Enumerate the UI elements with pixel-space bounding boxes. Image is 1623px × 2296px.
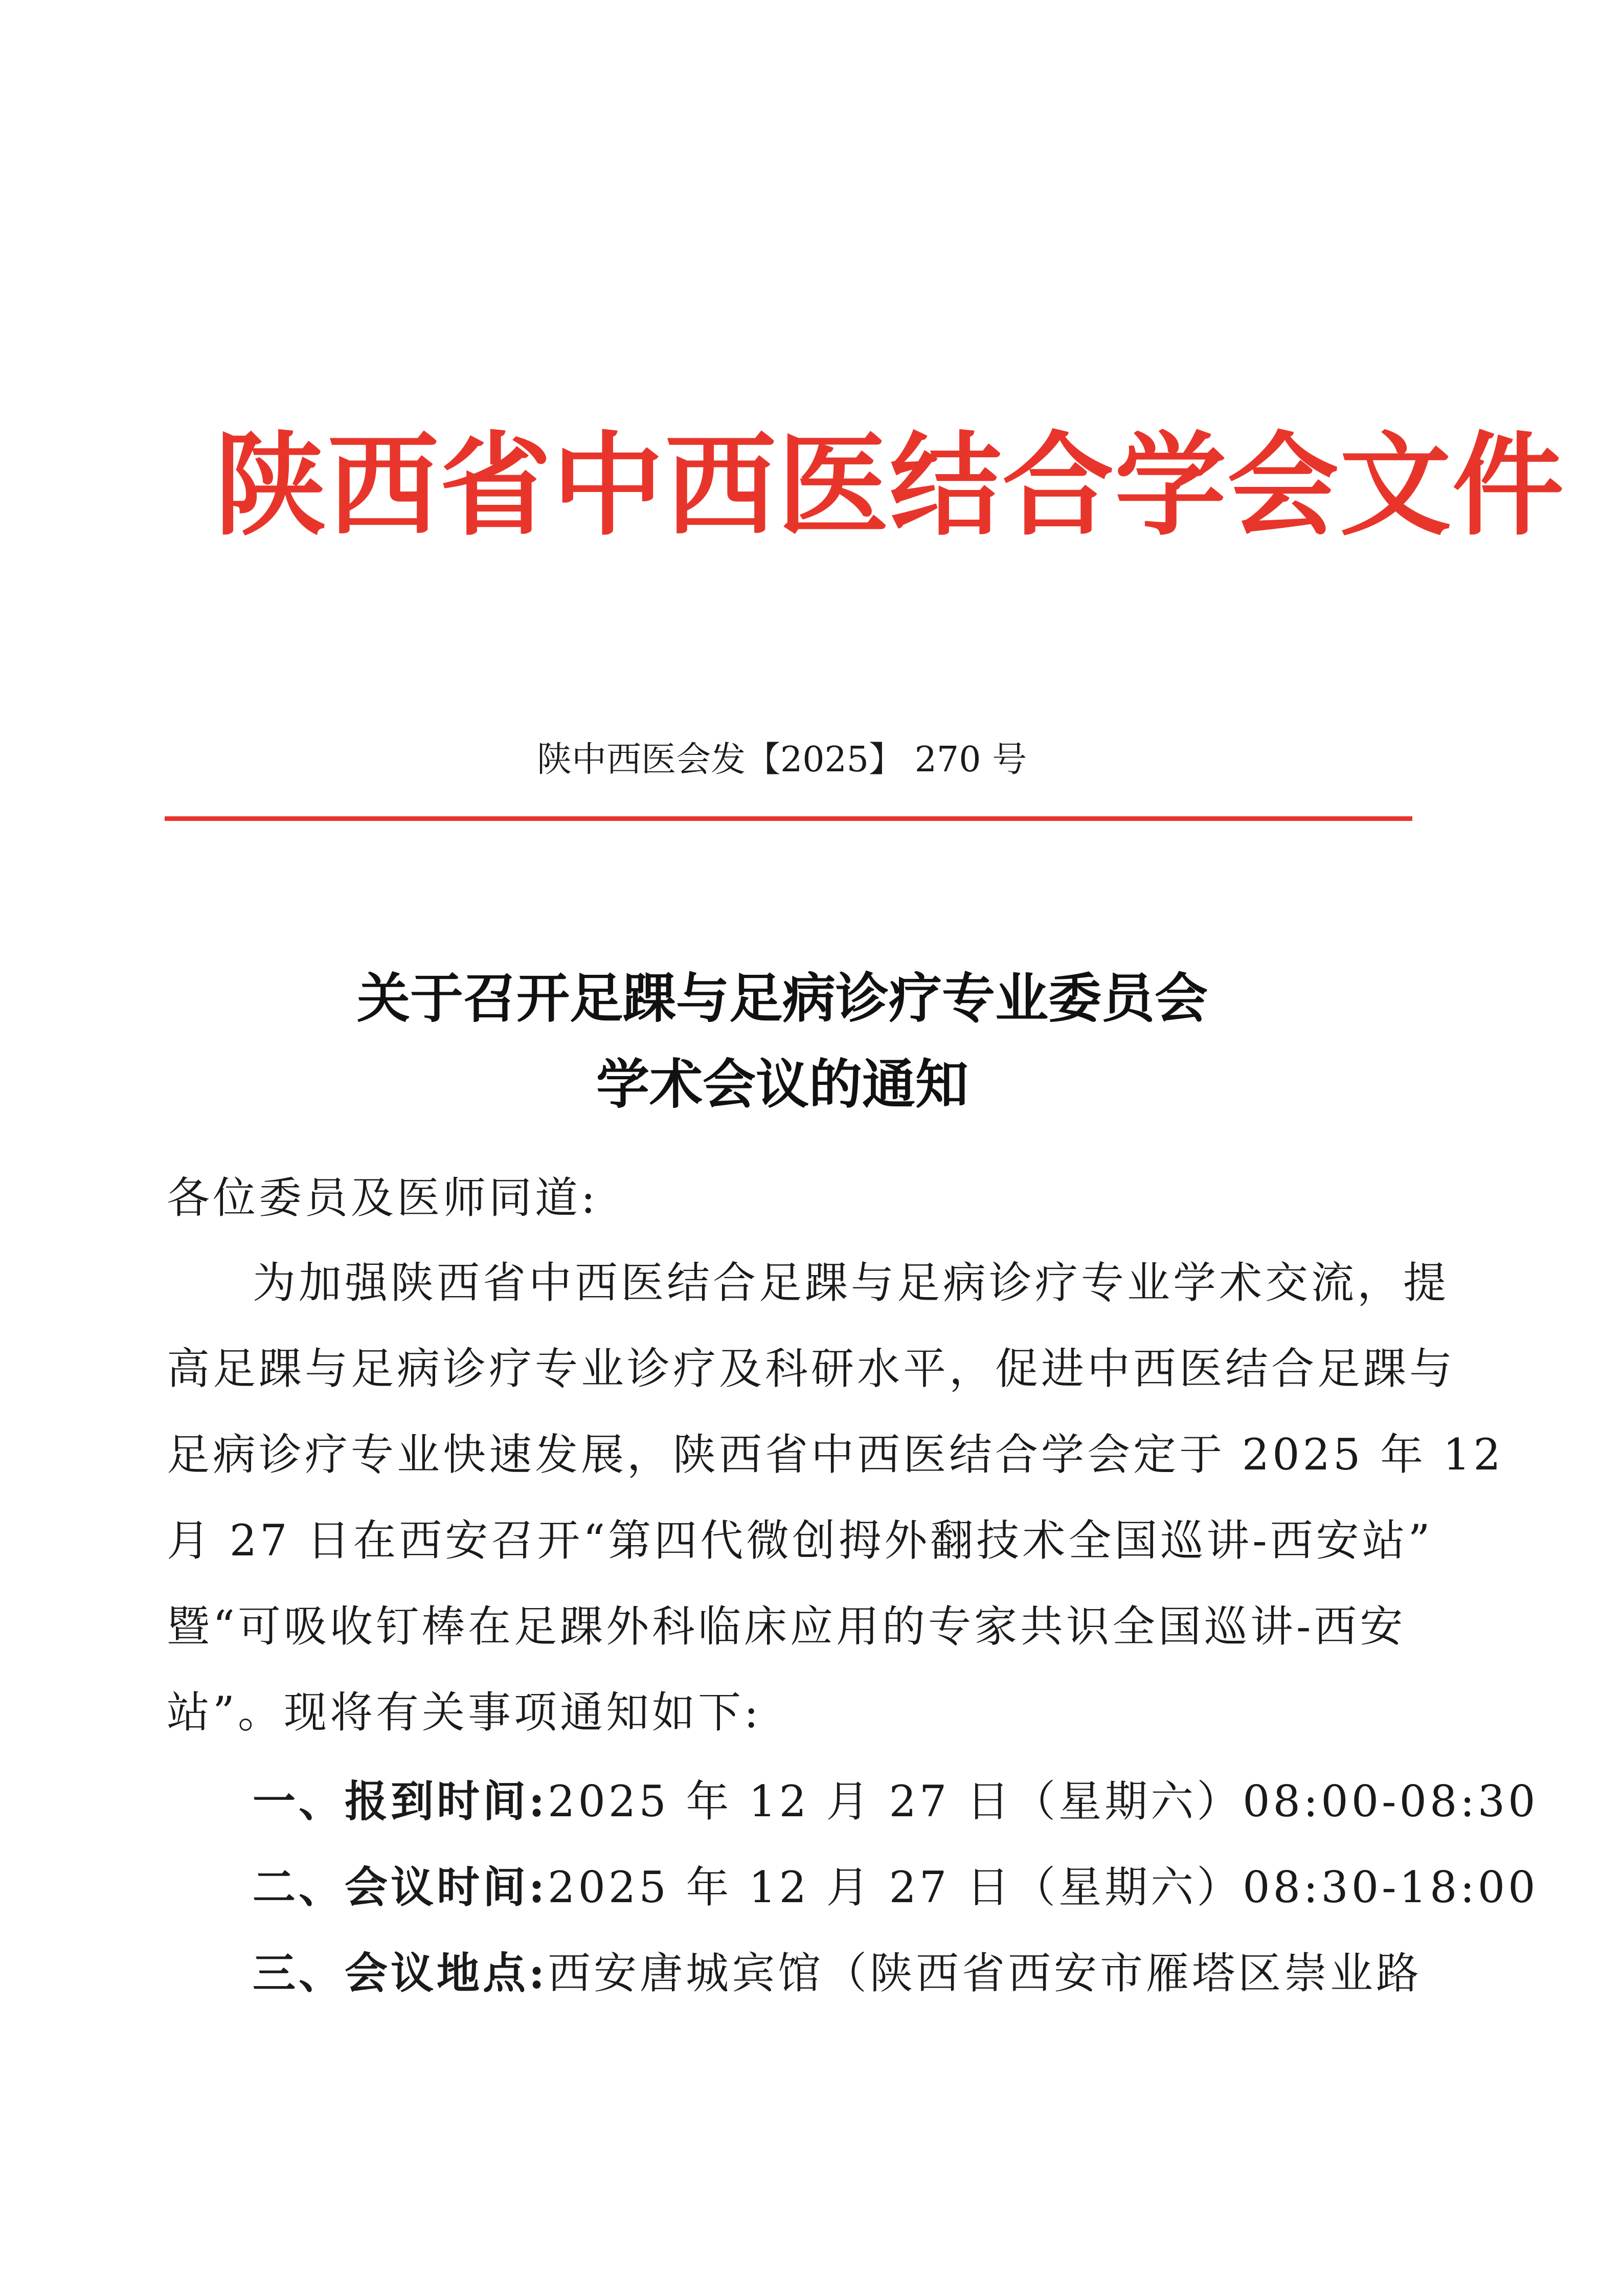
org-header-title: 陕西省中西医结合学会文件 xyxy=(215,420,1565,551)
paragraph-line: 为加强陕西省中西医结合足踝与足病诊疗专业学术交流，提 xyxy=(253,1258,1450,1308)
document-number: 陕中西医会发【2025】 270 号 xyxy=(537,740,1027,780)
salutation: 各位委员及医师同道: xyxy=(167,1173,599,1223)
list-item-label: 二、会议时间: xyxy=(253,1862,548,1912)
notice-title-line-1: 关于召开足踝与足病诊疗专业委员会 xyxy=(356,967,1208,1030)
red-divider-line xyxy=(165,816,1412,821)
list-item-value: 西安唐城宾馆（陕西省西安市雁塔区崇业路 xyxy=(548,1948,1423,1998)
paragraph-line: 足病诊疗专业快速发展，陕西省中西医结合学会定于 2025 年 12 xyxy=(167,1430,1504,1480)
list-item xyxy=(253,1862,1539,1912)
list-item-value: 2025 年 12 月 27 日（星期六）08:30-18:00 xyxy=(548,1862,1539,1912)
list-item-label: 一、报到时间: xyxy=(253,1776,548,1826)
paragraph-line: 月 27 日在西安召开“第四代微创拇外翻技术全国巡讲-西安站” xyxy=(167,1515,1433,1566)
list-item-value: 2025 年 12 月 27 日（星期六）08:00-08:30 xyxy=(548,1776,1539,1826)
list-item xyxy=(253,1776,1539,1826)
paragraph-line: 站”。现将有关事项通知如下: xyxy=(167,1687,762,1737)
notice-title-line-2: 学术会议的通知 xyxy=(596,1053,968,1116)
list-item xyxy=(253,1948,1423,1998)
paragraph-line: 暨“可吸收钉棒在足踝外科临床应用的专家共识全国巡讲-西安 xyxy=(167,1601,1406,1652)
list-item-label: 三、会议地点: xyxy=(253,1948,548,1998)
paragraph-line: 高足踝与足病诊疗专业诊疗及科研水平，促进中西医结合足踝与 xyxy=(167,1344,1456,1394)
